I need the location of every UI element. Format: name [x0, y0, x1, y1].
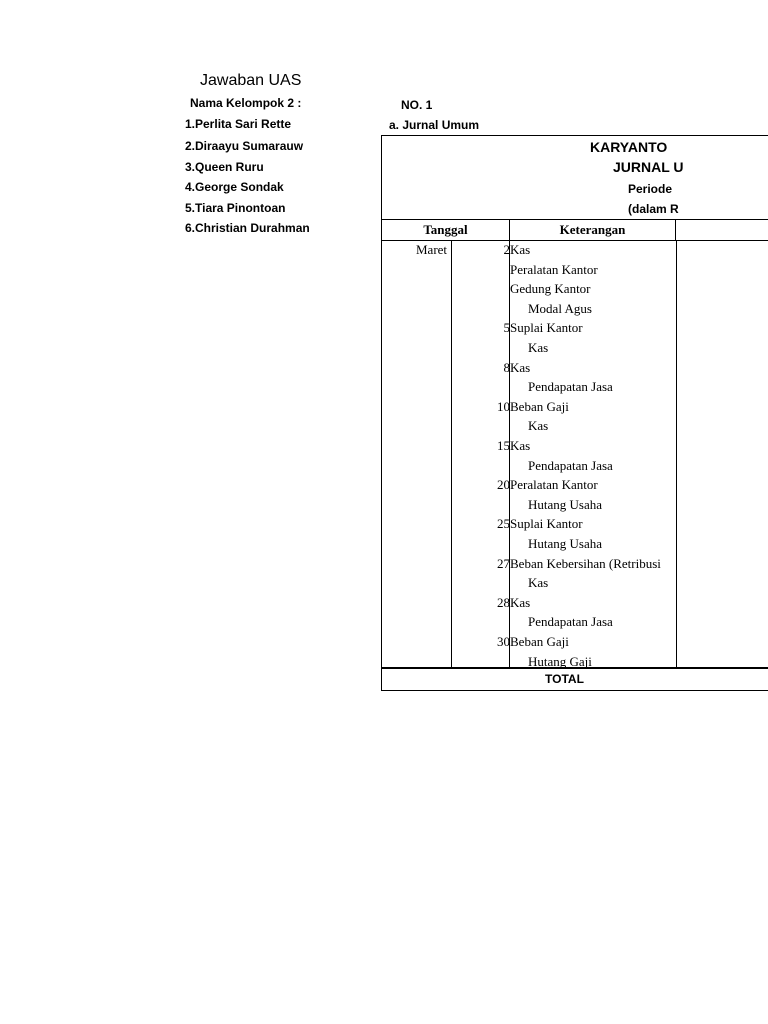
description-cell: Beban Kebersihan (Retribusi: [510, 555, 661, 571]
day-cell: 27: [497, 555, 510, 571]
day-cell: 8: [503, 359, 510, 375]
table-row: [382, 318, 676, 338]
page-title: Jawaban UAS: [200, 72, 302, 89]
description-cell: Kas: [510, 359, 531, 375]
column-date: Tanggal: [423, 222, 468, 237]
table-header: [381, 219, 768, 241]
description-cell: Pendapatan Jasa: [528, 614, 613, 630]
description-cell: Pendapatan Jasa: [528, 457, 613, 473]
description-cell: Hutang Usaha: [528, 496, 603, 512]
table-row: [382, 397, 676, 417]
day-cell: 10: [497, 398, 510, 414]
description-cell: Beban Gaji: [510, 398, 569, 414]
member-4: 4.George Sondak: [185, 180, 284, 194]
journal-body: [381, 240, 677, 668]
description-cell: Modal Agus: [528, 300, 592, 316]
description-cell: Pendapatan Jasa: [528, 379, 613, 395]
day-cell: 30: [497, 634, 510, 649]
question-part: a. Jurnal Umum: [389, 118, 480, 132]
table-row: [382, 299, 676, 319]
description-cell: Peralatan Kantor: [510, 477, 598, 493]
group-heading: Nama Kelompok 2 :: [190, 96, 302, 110]
description-cell: Suplai Kantor: [510, 516, 583, 532]
description-cell: Gedung Kantor: [510, 281, 591, 297]
description-cell: Hutang Usaha: [528, 536, 603, 551]
table-row: [382, 534, 676, 554]
journal-header: [381, 135, 768, 220]
table-row: [382, 240, 676, 260]
table-row: [382, 554, 676, 574]
table-row: [382, 456, 676, 476]
table-row: [382, 632, 676, 652]
month-cell: Maret: [416, 242, 448, 257]
table-row: [382, 612, 676, 632]
total-row: [381, 668, 768, 691]
journal-name: JURNAL U: [613, 159, 684, 175]
day-cell: 28: [497, 594, 510, 610]
table-row: [382, 573, 676, 593]
day-cell: 15: [497, 438, 510, 453]
table-row: [382, 475, 676, 495]
journal-period: Periode: [628, 182, 673, 196]
description-cell: Suplai Kantor: [510, 320, 583, 336]
table-row: [382, 260, 676, 280]
table-row: [382, 436, 676, 456]
day-cell: 20: [497, 477, 510, 493]
day-cell: 5: [503, 320, 510, 336]
table-row: [382, 514, 676, 534]
column-description: Keterangan: [559, 222, 626, 237]
member-2: 2.Diraayu Sumarauw: [185, 139, 304, 153]
description-cell: Peralatan Kantor: [510, 261, 598, 277]
day-cell: 2: [503, 242, 510, 257]
description-cell: Kas: [510, 594, 531, 610]
description-cell: Kas: [528, 418, 549, 434]
table-row: [382, 279, 676, 299]
day-cell: 25: [497, 516, 510, 532]
table-row: [382, 593, 676, 613]
table-row: [382, 495, 676, 515]
description-cell: Kas: [510, 438, 531, 453]
description-cell: Beban Gaji: [510, 634, 569, 649]
table-row: [382, 338, 676, 358]
table-row: [382, 377, 676, 397]
description-cell: Kas: [528, 575, 549, 591]
description-cell: Kas: [528, 340, 549, 355]
journal-unit: (dalam R: [628, 202, 679, 216]
table-row: [382, 358, 676, 378]
table-row: [382, 416, 676, 436]
member-1: 1.Perlita Sari Rette: [185, 117, 292, 131]
description-cell: Hutang Gaji: [528, 653, 592, 669]
question-number: NO. 1: [401, 98, 433, 112]
member-6: 6.Christian Durahman: [185, 221, 310, 235]
member-3: 3.Queen Ruru: [185, 160, 264, 174]
description-cell: Kas: [510, 242, 531, 257]
total-label: TOTAL: [545, 672, 584, 686]
company-name: KARYANTO: [590, 139, 668, 155]
member-5: 5.Tiara Pinontoan: [185, 201, 286, 215]
